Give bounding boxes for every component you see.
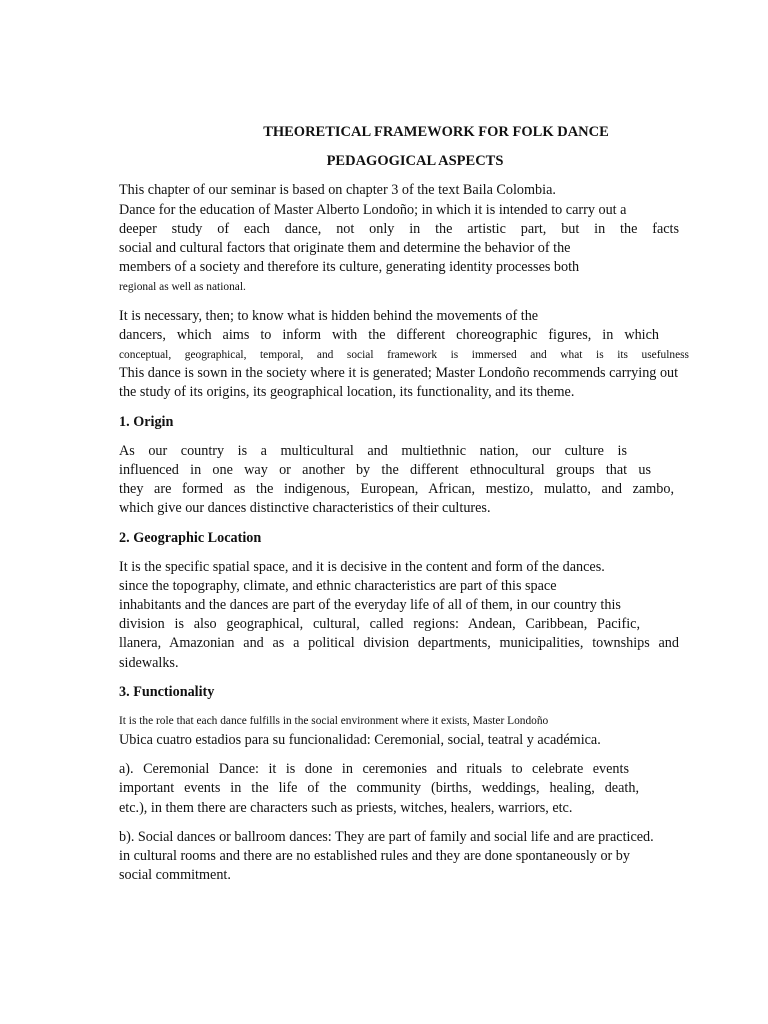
text-line: Dance for the education of Master Alberto Londoño; in which it is intended to carry out a — [119, 202, 627, 218]
text-line: influenced in one way or another by the different ethnocultural groups that us — [119, 462, 651, 478]
text-line: in cultural rooms and there are no established rules and they are done spontaneously or by — [119, 848, 630, 864]
text-line: b). Social dances or ballroom dances: They are part of family and social life and are practiced. — [119, 829, 654, 845]
text-line: the study of its origins, its geographical location, its functionality, and its theme. — [119, 384, 575, 400]
text-line: As our country is a multicultural and multiethnic nation, our culture is — [119, 443, 627, 459]
text-line: inhabitants and the dances are part of the everyday life of all of them, in our country this — [119, 597, 621, 613]
text-line: a). Ceremonial Dance: it is done in ceremonies and rituals to celebrate events — [119, 761, 629, 777]
text-line: dancers, which aims to inform with the different choreographic figures, in which — [119, 327, 659, 343]
text-line: This dance is sown in the society where it is generated; Master Londoño recommends carrying out — [119, 365, 679, 381]
text-line: they are formed as the indigenous, European, African, mestizo, mulatto, and zambo, — [119, 481, 674, 497]
text-line: etc.), in them there are characters such as priests, witches, healers, warriors, etc. — [119, 800, 573, 816]
section-heading: 1. Origin — [119, 414, 174, 430]
text-line: since the topography, climate, and ethnic characteristics are part of this space — [119, 578, 557, 594]
text-line: sidewalks. — [119, 655, 179, 671]
text-line: deeper study of each dance, not only in the artistic part, but in the facts — [119, 221, 679, 237]
text-line: regional as well as national. — [119, 281, 246, 293]
text-line: It is the role that each dance fulfills in the social environment where it exists, Master Londoño — [119, 715, 549, 727]
text-line: This chapter of our seminar is based on chapter 3 of the text Baila Colombia. — [119, 182, 556, 198]
section-heading: 2. Geographic Location — [119, 530, 262, 546]
text-line: important events in the life of the community (births, weddings, healing, death, — [119, 780, 639, 796]
text-line: Ubica cuatro estadios para su funcionalidad: Ceremonial, social, teatral y académica. — [119, 732, 601, 748]
text-line: conceptual, geographical, temporal, and social framework is immersed and what is its usefulness — [119, 349, 689, 361]
section-heading: 3. Functionality — [119, 684, 215, 700]
document-title: THEORETICAL FRAMEWORK FOR FOLK DANCE — [263, 124, 609, 140]
document-subtitle: PEDAGOGICAL ASPECTS — [326, 153, 504, 169]
text-line: It is the specific spatial space, and it is decisive in the content and form of the dances. — [119, 559, 605, 575]
text-line: division is also geographical, cultural, called regions: Andean, Caribbean, Pacific, — [119, 616, 640, 632]
text-line: social commitment. — [119, 867, 231, 883]
text-line: llanera, Amazonian and as a political division departments, municipalities, townships and — [119, 635, 679, 651]
text-line: It is necessary, then; to know what is hidden behind the movements of the — [119, 308, 539, 324]
text-line: members of a society and therefore its culture, generating identity processes both — [119, 259, 580, 275]
text-line: which give our dances distinctive characteristics of their cultures. — [119, 500, 491, 516]
text-line: social and cultural factors that originate them and determine the behavior of the — [119, 240, 571, 256]
